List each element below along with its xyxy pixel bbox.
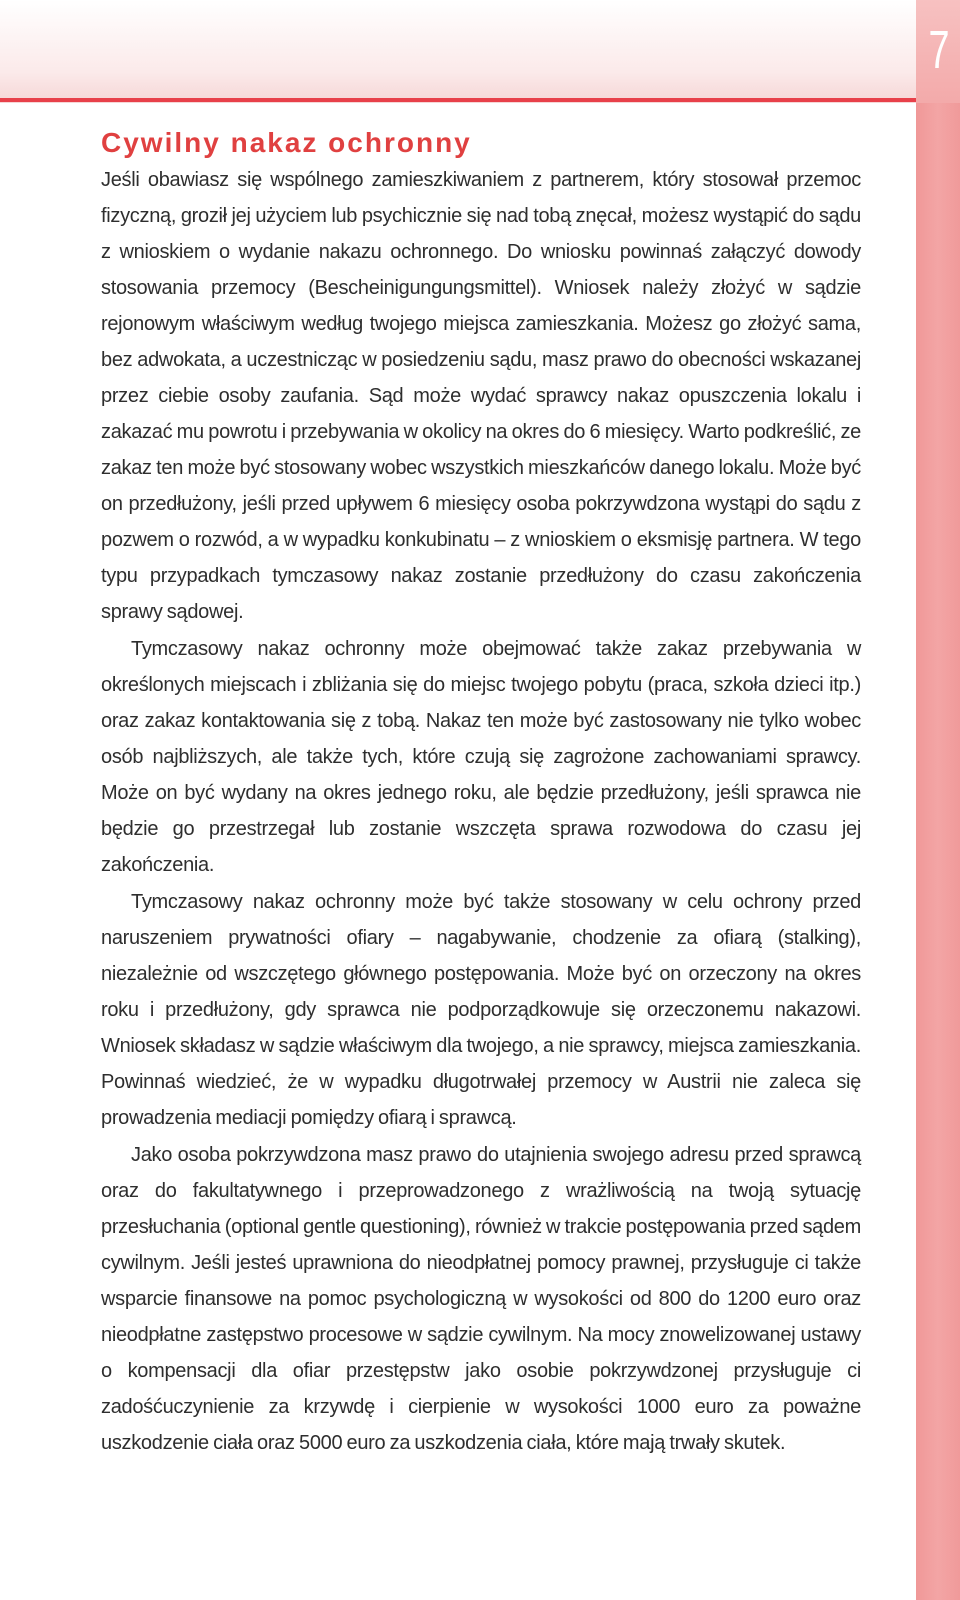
section-title: Cywilny nakaz ochronny [101,127,472,158]
main-content [101,126,861,1461]
paragraph-2: Tymczasowy nakaz ochronny może obejmować także zakaz przebywania w określonych miejscach i zbliżania się do miejsc twojego pobytu (praca, szkoła dzieci itp.) oraz zakaz kontaktowania się z tobą. Nakaz ten może być zastosowany nie tylko wobec osób najbliższych, ale także tych, które czują się zagrożone zachowaniami sprawcy. Może on być wydany na okres jednego roku, ale będzie przedłużony, jeśli sprawca nie będzie go przestrzegał lub zostanie wszczęta sprawa rozwodowa do czasu jej zakończenia. [101,638,861,876]
paragraph-1: Jeśli obawiasz się wspólnego zamieszkiwaniem z partnerem, który stosował przemoc fizyczną, groził jej użyciem lub psychicznie się nad tobą znęcał, możesz wystąpić do sądu z wnioskiem o wydanie nakazu ochronnego. Do wniosku powinnaś załączyć dowody stosowania przemocy (Bescheinigungungsmittel). Wniosek należy złożyć w sądzie rejonowym właściwym według twojego miejsca zamieszkania. Możesz go złożyć sama, bez adwokata, a uczestnicząc w posiedzeniu sądu, masz prawo do obecności wskazanej przez ciebie osoby zaufania. Sąd może wydać sprawcy nakaz opuszczenia lokalu i zakazać mu powrotu i przebywania w okolicy na okres do 6 miesięcy. Warto podkreślić, ze zakaz ten może być stosowany wobec wszystkich mieszkańców danego lokalu. Może być on przedłużony, jeśli przed upływem 6 miesięcy osoba pokrzywdzona wystąpi do sądu z pozwem o rozwód, a w wypadku konkubinatu – z wnioskiem o eksmisję partnera. W tego typu przypadkach tymczasowy nakaz zostanie przedłużony do czasu zakończenia sprawy sądowej. [101,169,861,623]
side-strip [916,0,960,1600]
paragraph-4: Jako osoba pokrzywdzona masz prawo do utajnienia swojego adresu przed sprawcą oraz do fakultatywnego i przeprowadzonego z wrażliwością na twoją sytuację przesłuchania (optional gentle questioning), również w trakcie postępowania przed sądem cywilnym. Jeśli jesteś uprawniona do nieodpłatnej pomocy prawnej, przysługuje ci także wsparcie finansowe na pomoc psychologiczną w wysokości od 800 do 1200 euro oraz nieodpłatne zastępstwo procesowe w sądzie cywilnym. Na mocy znowelizowanej ustawy o kompensacji dla ofiar przestępstw jako osobie pokrzywdzonej przysługuje ci zadośćuczynienie za krzywdę i cierpienie w wysokości 1000 euro za poważne uszkodzenie ciała oraz 5000 euro za uszkodzenia ciała, które mają trwały skutek. [101,1144,861,1454]
header-band [0,0,916,103]
page-number: 7 [928,20,950,80]
header-rule [0,98,916,102]
paragraph-3: Tymczasowy nakaz ochronny może być także stosowany w celu ochrony przed naruszeniem prywatności ofiary – nagabywanie, chodzenie za ofiarą (stalking), niezależnie od wszczętego głównego postępowania. Może być on orzeczony na okres roku i przedłużony, gdy sprawca nie podporządkowuje się orzeczonemu nakazowi. Wniosek składasz w sądzie właściwym dla twojego, a nie sprawcy, miejsca zamieszkania. Powinnaś wiedzieć, że w wypadku długotrwałej przemocy w Austrii nie zaleca się prowadzenia mediacji pomiędzy ofiarą i sprawcą. [101,891,861,1129]
